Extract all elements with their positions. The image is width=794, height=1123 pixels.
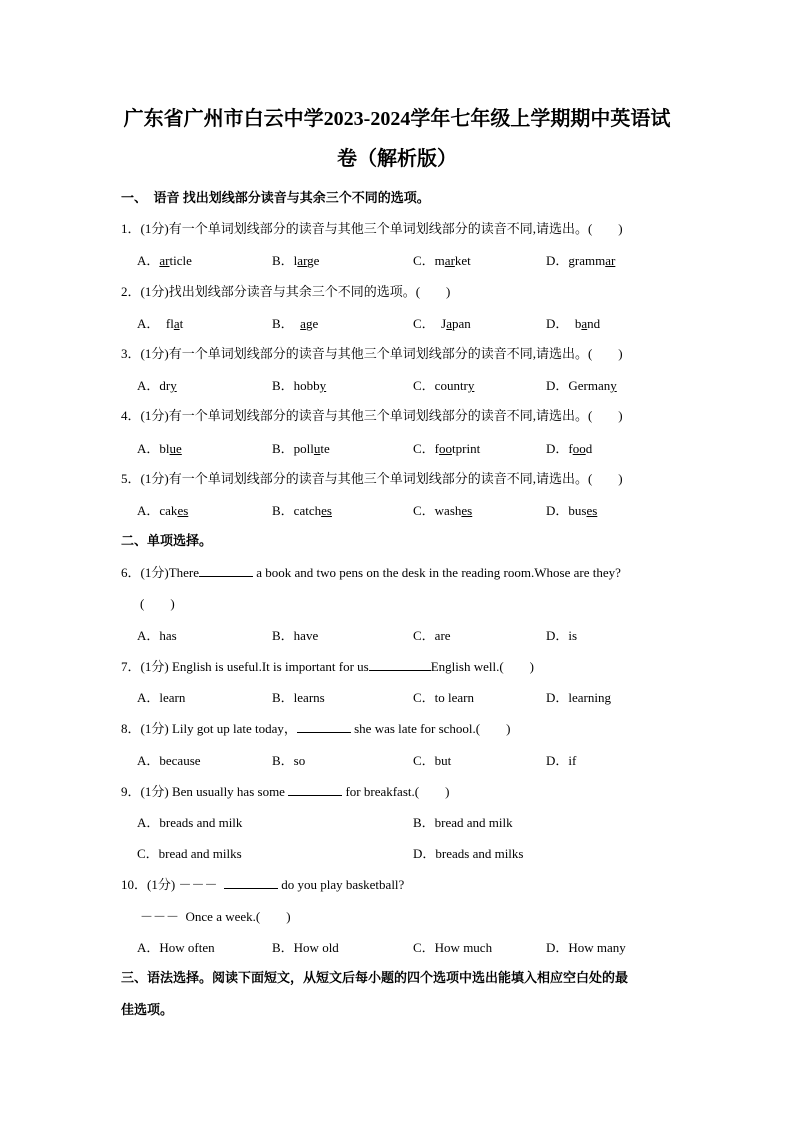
- q2-option-b[interactable]: B． age: [272, 316, 319, 331]
- q6-option-d[interactable]: D．is: [546, 628, 578, 643]
- q2-option-a[interactable]: A． flat: [137, 316, 184, 331]
- q6-option-a[interactable]: A．has: [137, 628, 177, 643]
- q3-option-a[interactable]: A．dry: [137, 378, 177, 393]
- question-9: 9．(1分) Ben usually has some for breakfast.( ): [121, 784, 450, 799]
- answer-blank[interactable]: [288, 783, 342, 796]
- question-2: 2．(1分)找出划线部分读音与其余三个不同的选项。( ): [121, 284, 451, 299]
- q4-option-a[interactable]: A．blue: [137, 441, 182, 456]
- exam-title-line2: 卷（解析版）: [337, 148, 457, 170]
- q5-option-b[interactable]: B．catches: [272, 503, 332, 518]
- q3-option-c[interactable]: C．country: [413, 378, 475, 393]
- question-10: 10．(1分) －－－ do you play basketball?: [121, 877, 405, 892]
- q6-option-b[interactable]: B．have: [272, 628, 319, 643]
- q4-option-b[interactable]: B．pollute: [272, 441, 330, 456]
- section-3-heading-line1: 三、语法选择。阅读下面短文，从短文后每小题的四个选项中选出能填入相应空白处的最: [121, 970, 629, 985]
- question-6: 6．(1分)There a book and two pens on the desk in the reading room.Whose are they?: [121, 565, 621, 580]
- question-6-paren: ( ): [140, 596, 175, 611]
- section-1-heading: 一、 语音 找出划线部分读音与其余三个不同的选项。: [121, 190, 430, 205]
- question-5: 5．(1分)有一个单词划线部分的读音与其他三个单词划线部分的读音不同,请选出。( ): [121, 471, 623, 486]
- q10-option-a[interactable]: A．How often: [137, 940, 215, 955]
- question-4: 4．(1分)有一个单词划线部分的读音与其他三个单词划线部分的读音不同,请选出。( ): [121, 408, 623, 423]
- q7-option-a[interactable]: A．learn: [137, 690, 186, 705]
- question-10-reply: －－－ Once a week.( ): [140, 909, 291, 924]
- q10-option-c[interactable]: C．How much: [413, 940, 493, 955]
- q1-option-c[interactable]: C．market: [413, 253, 471, 268]
- answer-blank[interactable]: [224, 876, 278, 889]
- question-3: 3．(1分)有一个单词划线部分的读音与其他三个单词划线部分的读音不同,请选出。( ): [121, 346, 623, 361]
- q8-option-b[interactable]: B．so: [272, 753, 306, 768]
- question-7: 7．(1分) English is useful.It is important for us English well.( ): [121, 659, 534, 674]
- q4-option-d[interactable]: D．food: [546, 441, 593, 456]
- q1-option-d[interactable]: D．grammar: [546, 253, 616, 268]
- q8-option-c[interactable]: C．but: [413, 753, 452, 768]
- section-3-heading-line2: 佳选项。: [121, 1002, 174, 1017]
- q10-option-b[interactable]: B．How old: [272, 940, 339, 955]
- q5-option-d[interactable]: D．buses: [546, 503, 598, 518]
- q9-option-b[interactable]: B．bread and milk: [413, 815, 513, 830]
- q9-option-d[interactable]: D．breads and milks: [413, 846, 524, 861]
- answer-blank[interactable]: [199, 564, 253, 577]
- q8-option-d[interactable]: D．if: [546, 753, 577, 768]
- q4-option-c[interactable]: C．footprint: [413, 441, 481, 456]
- q3-option-b[interactable]: B．hobby: [272, 378, 327, 393]
- q1-option-b[interactable]: B．large: [272, 253, 320, 268]
- section-2-heading: 二、单项选择。: [121, 533, 213, 548]
- answer-blank[interactable]: [369, 658, 431, 671]
- q1-option-a[interactable]: A．article: [137, 253, 192, 268]
- q6-option-c[interactable]: C．are: [413, 628, 451, 643]
- question-8: 8．(1分) Lily got up late today， she was late for school.( ): [121, 721, 511, 736]
- q5-option-c[interactable]: C．washes: [413, 503, 473, 518]
- q10-option-d[interactable]: D．How many: [546, 940, 626, 955]
- q2-option-d[interactable]: D． band: [546, 316, 601, 331]
- q5-option-a[interactable]: A．cakes: [137, 503, 189, 518]
- q2-option-c[interactable]: C． Japan: [413, 316, 471, 331]
- q3-option-d[interactable]: D．Germany: [546, 378, 617, 393]
- question-1: 1．(1分)有一个单词划线部分的读音与其他三个单词划线部分的读音不同,请选出。( ): [121, 221, 623, 236]
- q7-option-c[interactable]: C．to learn: [413, 690, 475, 705]
- q9-option-a[interactable]: A．breads and milk: [137, 815, 243, 830]
- q7-option-b[interactable]: B．learns: [272, 690, 325, 705]
- q7-option-d[interactable]: D．learning: [546, 690, 611, 705]
- q9-option-c[interactable]: C．bread and milks: [137, 846, 242, 861]
- q8-option-a[interactable]: A．because: [137, 753, 201, 768]
- answer-blank[interactable]: [297, 720, 351, 733]
- exam-title-line1: 广东省广州市白云中学2023-2024学年七年级上学期期中英语试: [123, 108, 671, 130]
